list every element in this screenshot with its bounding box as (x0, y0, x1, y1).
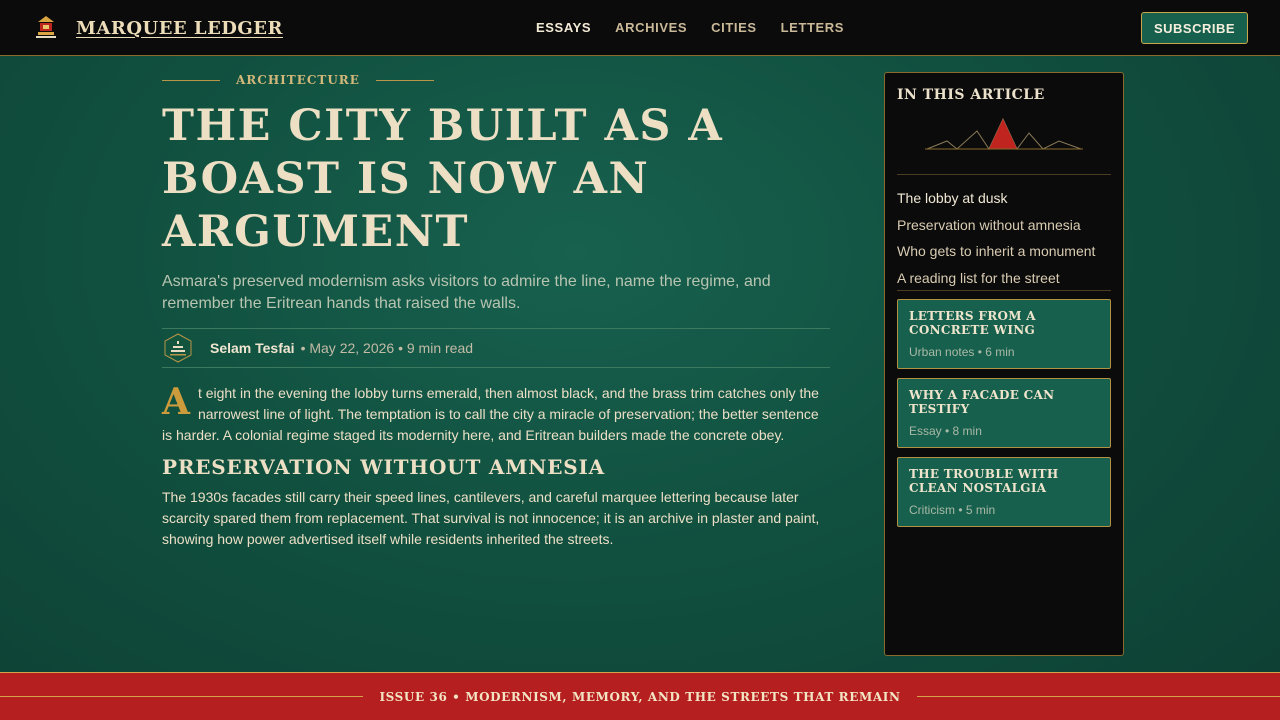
table-of-contents (897, 185, 1095, 291)
article (162, 70, 830, 550)
brand[interactable] (34, 14, 283, 42)
related-card-meta: Essay • 8 min (909, 424, 982, 438)
toc-item-inherit-monument[interactable]: Who gets to inherit a monument (897, 243, 1096, 259)
toc-item-preservation[interactable]: Preservation without amnesia (897, 216, 1081, 233)
lede-text: t eight in the evening the lobby turns emerald, then almost black, and the brass trim catches only the narrowest line of light. The temptation is to call the city a miracle of preservation; the better sentence is harder. A colonial regime staged its modernity here, and Eritrean builders made the concrete obey. (162, 385, 819, 443)
main-nav (536, 20, 868, 35)
skyline-peaks-icon (925, 117, 1083, 153)
nav-item-cities[interactable]: CITIES (711, 20, 757, 35)
sidebar-title: IN THIS ARTICLE (897, 87, 1045, 103)
article-kicker[interactable]: ARCHITECTURE (236, 73, 360, 87)
nav-item-essays[interactable]: ESSAYS (536, 20, 592, 35)
related-card[interactable] (897, 457, 1111, 527)
issue-banner-text: ISSUE 36 • MODERNISM, MEMORY, AND THE STREETS THAT REMAIN (379, 689, 901, 704)
article-dek: Asmara's preserved modernism asks visitors to admire the line, name the regime, and remember the Eritrean hands that raised the walls. (162, 273, 771, 312)
drop-cap: A (162, 381, 190, 423)
kicker-rule-right (376, 80, 434, 81)
lede-paragraph (162, 383, 830, 446)
sidebar-divider (897, 174, 1111, 175)
marquee-building-icon (34, 14, 58, 42)
related-card[interactable] (897, 378, 1111, 448)
stepped-tower-icon (163, 333, 193, 363)
nav-item-archives[interactable]: ARCHIVES (615, 20, 688, 35)
toc-item-reading-list[interactable]: A reading list for the street (897, 269, 1060, 286)
related-card-title: LETTERS FROM A CONCRETE WING (909, 309, 1036, 337)
nav-item-letters[interactable]: LETTERS (780, 20, 845, 35)
related-card-title: WHY A FACADE CAN TESTIFY (909, 388, 1055, 416)
toc-item-lobby-at-dusk[interactable]: The lobby at dusk (897, 190, 1008, 206)
related-card[interactable] (897, 299, 1111, 369)
byline (162, 328, 830, 368)
sidebar-divider (897, 290, 1111, 291)
subscribe-button[interactable]: SUBSCRIBE (1141, 12, 1248, 44)
body-paragraph: The 1930s facades still carry their speed lines, cantilevers, and careful marquee lettering because later scarcity spared them from replacement. That survival is not innocence; it is an archive in plaster and paint, showing how power advertised itself while residents inherited the streets. (162, 489, 820, 547)
kicker-rule-left (162, 80, 220, 81)
brand-name: MARQUEE LEDGER (76, 17, 283, 39)
issue-footer-banner (0, 672, 1280, 720)
related-card-meta: Criticism • 5 min (909, 503, 996, 517)
author-name[interactable]: Selam Tesfai (210, 340, 295, 356)
footer-rule-left (0, 696, 363, 697)
kicker-row (162, 70, 830, 90)
footer-rule-right (917, 696, 1280, 697)
article-headline: THE CITY BUILT AS A BOAST IS NOW AN ARGUMENT (162, 101, 724, 257)
related-card-title: THE TROUBLE WITH CLEAN NOSTALGIA (909, 467, 1059, 495)
article-meta: • May 22, 2026 • 9 min read (300, 340, 474, 356)
article-sidebar (884, 72, 1124, 656)
section-heading: PRESERVATION WITHOUT AMNESIA (162, 455, 605, 479)
related-card-meta: Urban notes • 6 min (909, 345, 1015, 359)
top-navigation-bar (0, 0, 1280, 56)
